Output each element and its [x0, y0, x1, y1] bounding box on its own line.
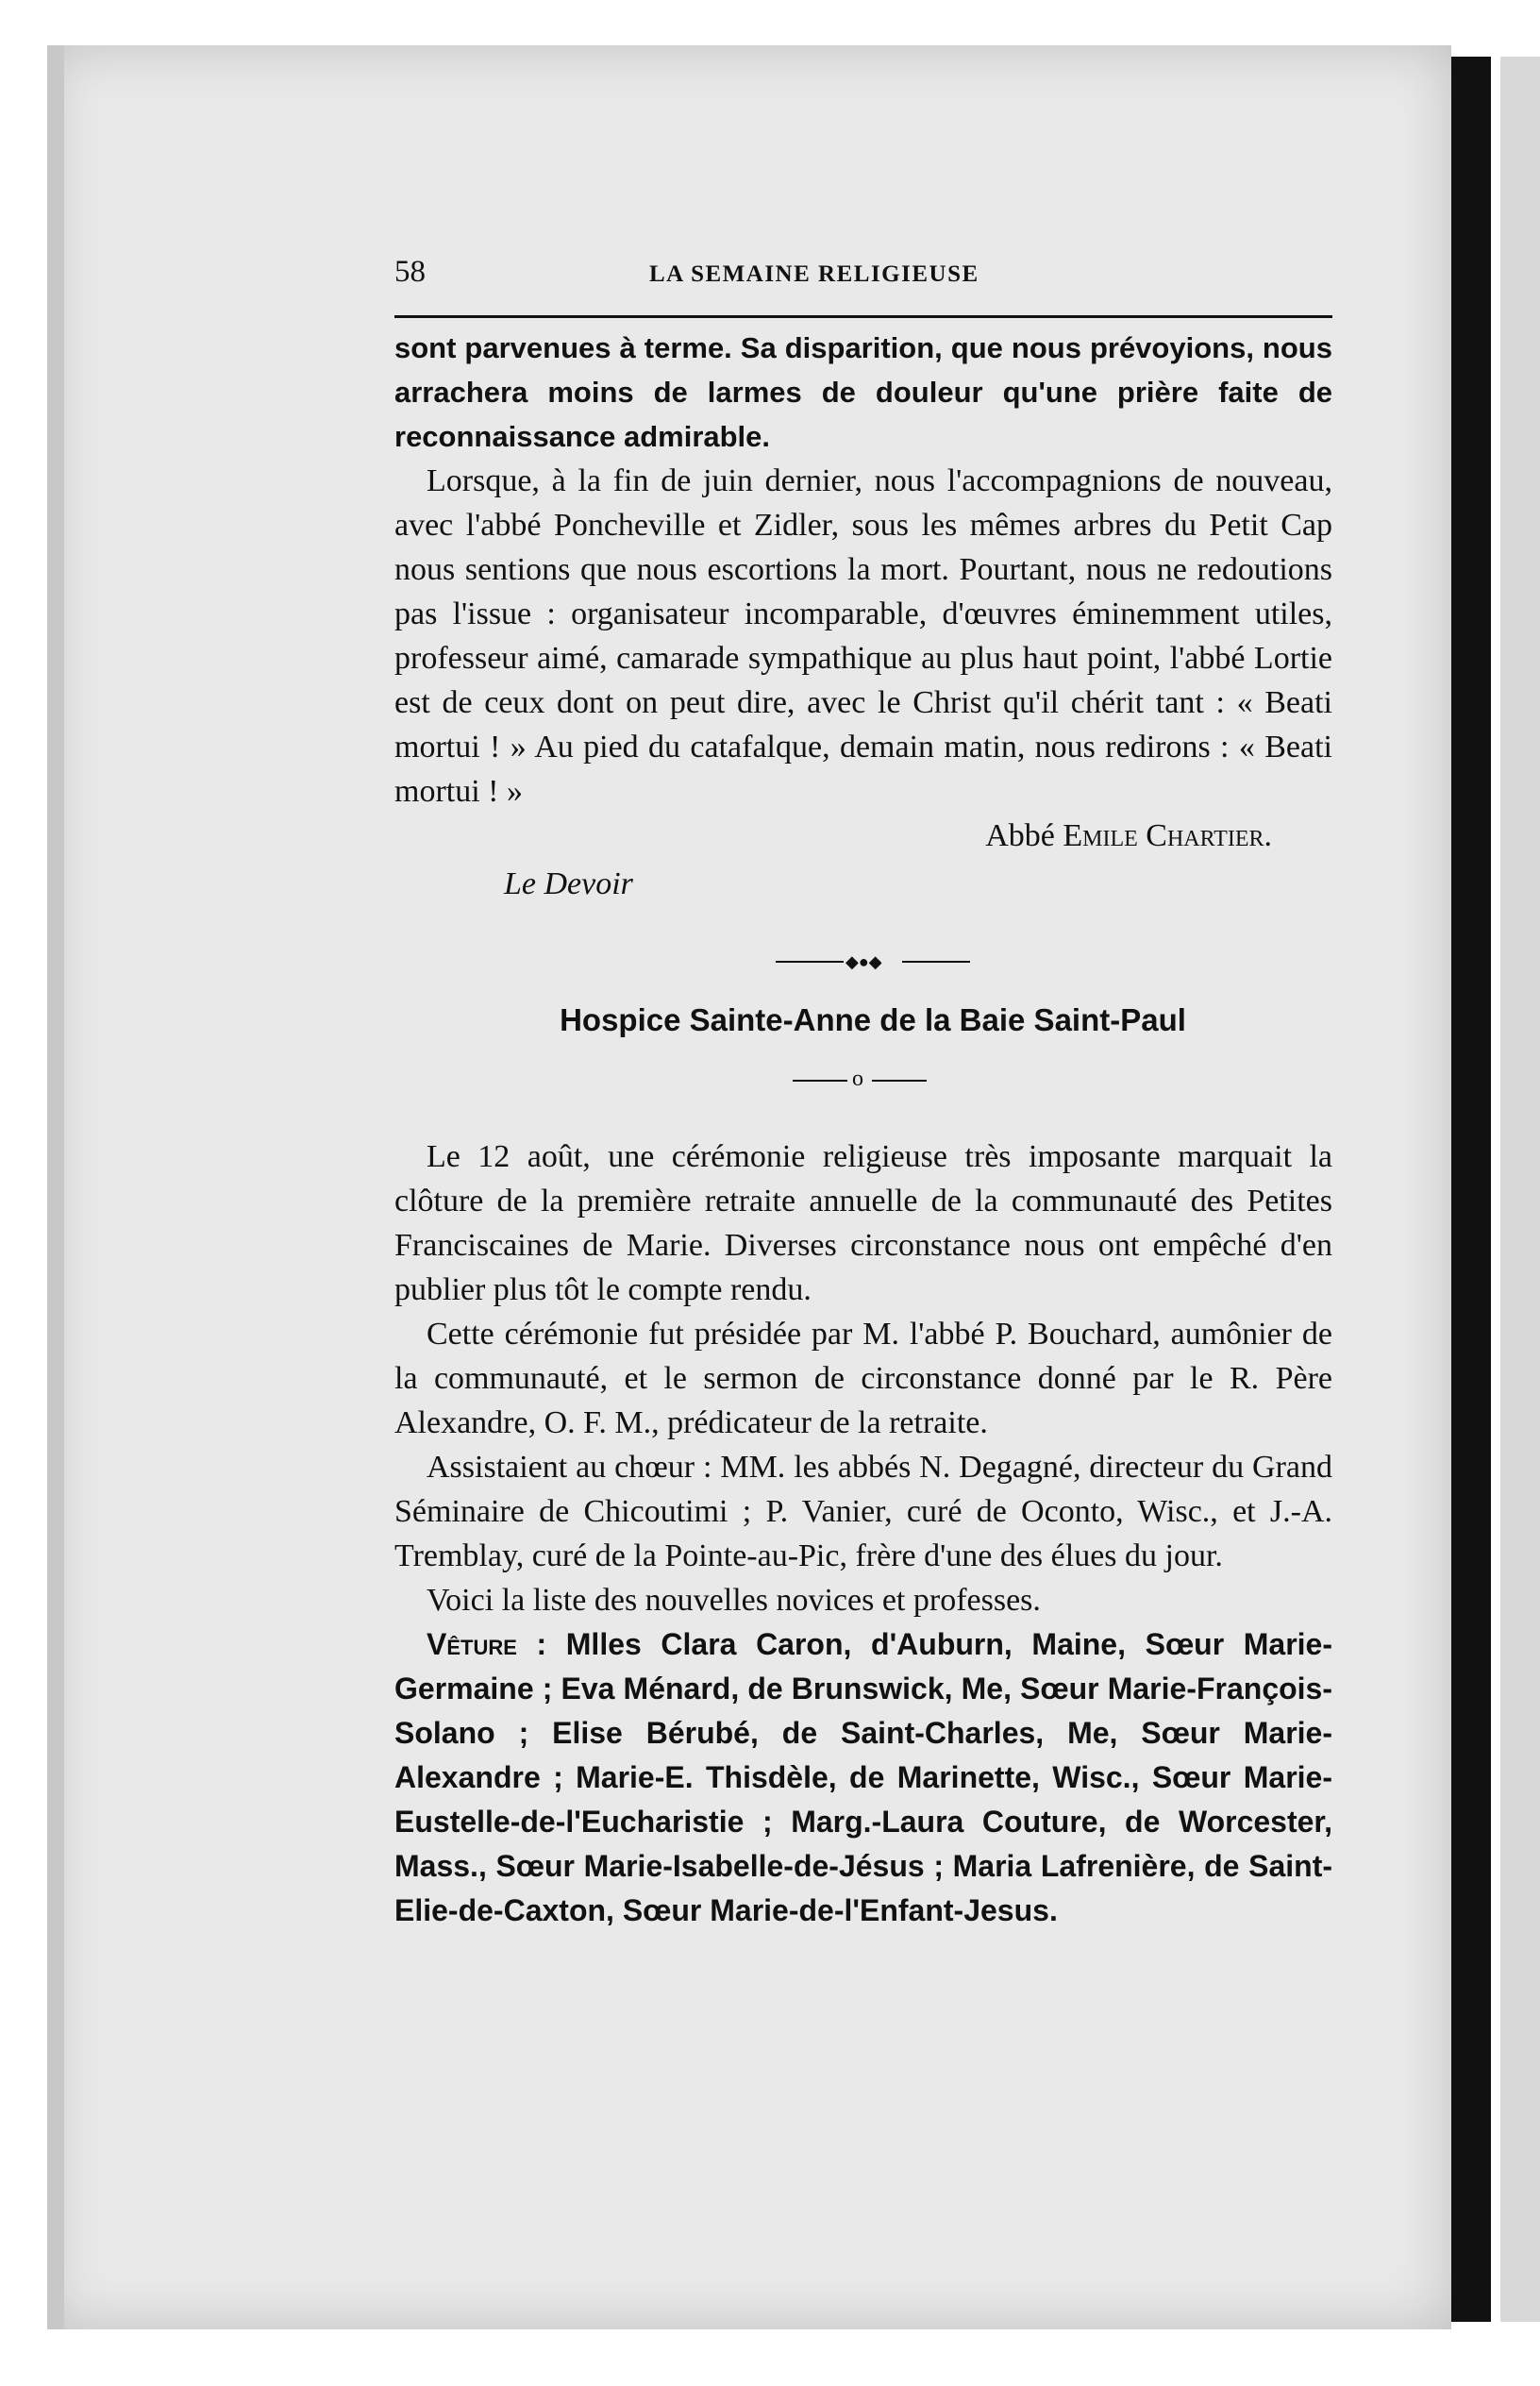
page-content	[394, 255, 1332, 1933]
page-right-shadow	[1451, 57, 1491, 2322]
ornament-line-left	[776, 961, 844, 963]
section-ornament	[394, 951, 1332, 970]
header-rule	[394, 315, 1332, 318]
article2-paragraph-2: Cette cérémonie fut présidée par M. l'abbé P. Bouchard, aumônier de la communauté, et le sermon de circonstance donné par le R. Père Alexandre, O. F. M., prédicateur de la retraite.	[394, 1317, 1332, 1440]
page-number: 58	[394, 255, 426, 289]
title-separator	[394, 1067, 1332, 1095]
article2-title: Hospice Sainte-Anne de la Baie Saint-Paul	[560, 1002, 1186, 1037]
veture-label: Vêture :	[427, 1627, 547, 1661]
running-title: LA SEMAINE RELIGIEUSE	[649, 261, 979, 287]
running-head	[394, 255, 1332, 293]
article1-paragraph-2: Lorsque, à la fin de juin dernier, nous l'accompagnions de nouveau, avec l'abbé Poncheville et Zidler, sous les mêmes arbres du Petit Cap nous sentions que nous escortions la mort. Pourtant, nous ne redoutions pas l'issue : organisateur incomparable, d'œuvres éminemment utiles, professeur aimé, camarade sympathique au plus haut point, l'abbé Lortie est de ceux dont on peut dire, avec le Christ qu'il chérit tant : « Beati mortui ! » Au pied du catafalque, demain matin, nous redirons : « Beati mortui ! »	[394, 463, 1332, 809]
veture-text: Mlles Clara Caron, d'Auburn, Maine, Sœur Marie-Germaine ; Eva Ménard, de Brunswick, Me, Sœur Marie-François-Solano ; Elise Bérubé, de Saint-Charles, Me, Sœur Marie-Alexandre ; Marie-E. Thisdèle, de Marinette, Wisc., Sœur Marie-Eustelle-de-l'Eucharistie ; Marg.-Laura Couture, de Worcester, Mass., Sœur Marie-Isabelle-de-Jésus ; Maria Lafrenière, de Saint-Elie-de-Caxton, Sœur Marie-de-l'Enfant-Jesus.	[394, 1627, 1333, 1927]
article2-paragraph-3: Assistaient au chœur : MM. les abbés N. Degagné, directeur du Grand Séminaire de Chicoutimi ; P. Vanier, curé de Oconto, Wisc., et J.-A. Tremblay, curé de la Pointe-au-Pic, frère d'une des élues du jour.	[394, 1450, 1332, 1573]
article2-paragraph-1: Le 12 août, une cérémonie religieuse très imposante marquait la clôture de la première retraite annuelle de la communauté des Petites Franciscaines de Marie. Diverses circonstance nous ont empêché d'en publier plus tôt le compte rendu.	[394, 1139, 1332, 1307]
article1-signature	[394, 814, 1332, 858]
ornament-center-glyph: ◆●◆	[845, 952, 882, 971]
next-page-edge	[1500, 57, 1540, 2322]
ornament-line-right	[902, 961, 970, 963]
page-left-edge	[47, 45, 64, 2329]
separator-o: o	[852, 1067, 863, 1091]
separator-dash-right	[872, 1080, 927, 1082]
article2-paragraph-4: Voici la liste des nouvelles novices et professes.	[427, 1583, 1041, 1618]
article1-source: Le Devoir	[504, 866, 633, 901]
article1-paragraph-1: sont parvenues à terme. Sa disparition, que nous prévoyions, nous arrachera moins de larmes de douleur qu'une prière faite de reconnaissance admirable.	[394, 331, 1332, 453]
article2-veture-paragraph	[394, 1622, 1332, 1933]
signature-prefix: Abbé	[985, 818, 1063, 853]
signature-name: Emile Chartier.	[1063, 818, 1272, 853]
separator-dash-left	[793, 1080, 847, 1082]
